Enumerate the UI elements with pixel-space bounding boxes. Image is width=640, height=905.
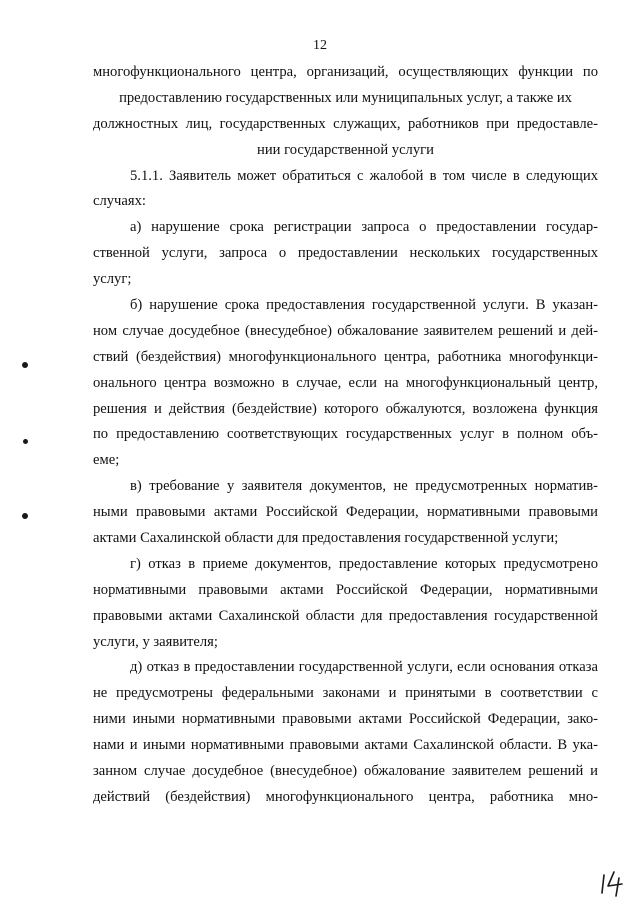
handwritten-page-mark <box>600 869 626 897</box>
heading-line: многофункционального центра, организаций, осуществляющих функции по <box>93 64 598 80</box>
paragraph-line: ственной услуги, запроса о предоставлении нескольких государственных <box>93 245 598 262</box>
paragraph-line: решения и действия (бездействие) которого обжалуются, возложена функция <box>93 400 598 417</box>
paragraph-line: случаях: <box>93 193 146 210</box>
paragraph-line: не предусмотрены федеральными законами и принятыми в соответствии с <box>93 685 598 702</box>
paragraph-line: ными правовыми актами Российской Федерации, нормативными правовыми <box>93 504 598 521</box>
binder-hole-mark <box>22 513 28 519</box>
paragraph-line: 5.1.1. Заявитель может обратиться с жалобой в том числе в следующих <box>130 167 598 184</box>
paragraph-line: услуг; <box>93 271 132 288</box>
binder-hole-mark <box>22 362 28 368</box>
document-text <box>93 60 598 811</box>
paragraph-line: еме; <box>93 452 120 469</box>
paragraph-line: нами и иными нормативными правовыми актами Сахалинской области. В ука- <box>93 737 598 754</box>
heading-line: предоставлению государственных или муниципальных услуг, а также их <box>119 89 572 106</box>
paragraph-line: ствий (бездействия) многофункционального центра, работника многофункци- <box>93 348 598 365</box>
paragraph-line: услуги, у заявителя; <box>93 633 218 650</box>
binder-hole-mark <box>23 439 28 444</box>
paragraph-line: а) нарушение срока регистрации запроса о предоставлении государ- <box>130 219 598 236</box>
paragraph-line: онального центра возможно в случае, если на многофункциональный центр, <box>93 374 598 391</box>
paragraph-line: действий (бездействия) многофункционального центра, работника мно- <box>93 788 598 805</box>
paragraph-line: б) нарушение срока предоставления государственной услуги. В указан- <box>130 297 598 314</box>
paragraph-line: актами Сахалинской области для предоставления государственной услуги; <box>93 530 559 547</box>
heading-line: нии государственной услуги <box>257 141 434 158</box>
paragraph-line: ном случае досудебное (внесудебное) обжалование заявителем решений и дей- <box>93 322 598 339</box>
paragraph-line: правовыми актами Сахалинской области для предоставления государственной <box>93 607 598 624</box>
paragraph-line: по предоставлению соответствующих государственных услуг в полном объ- <box>93 426 598 443</box>
paragraph-line: в) требование у заявителя документов, не предусмотренных норматив- <box>130 478 598 495</box>
paragraph-line: занном случае досудебное (внесудебное) обжалование заявителем решений и <box>93 763 598 780</box>
paragraph-line: ними иными нормативными правовыми актами Российской Федерации, зако- <box>93 711 598 728</box>
paragraph-line: нормативными правовыми актами Российской Федерации, нормативными <box>93 581 598 598</box>
paragraph-line: г) отказ в приеме документов, предоставление которых предусмотрено <box>130 555 598 572</box>
paragraph-line: д) отказ в предоставлении государственной услуги, если основания отказа <box>130 659 598 676</box>
page-number: 12 <box>313 38 327 53</box>
heading-line: должностных лиц, государственных служащих, работников при предоставле- <box>93 115 598 132</box>
